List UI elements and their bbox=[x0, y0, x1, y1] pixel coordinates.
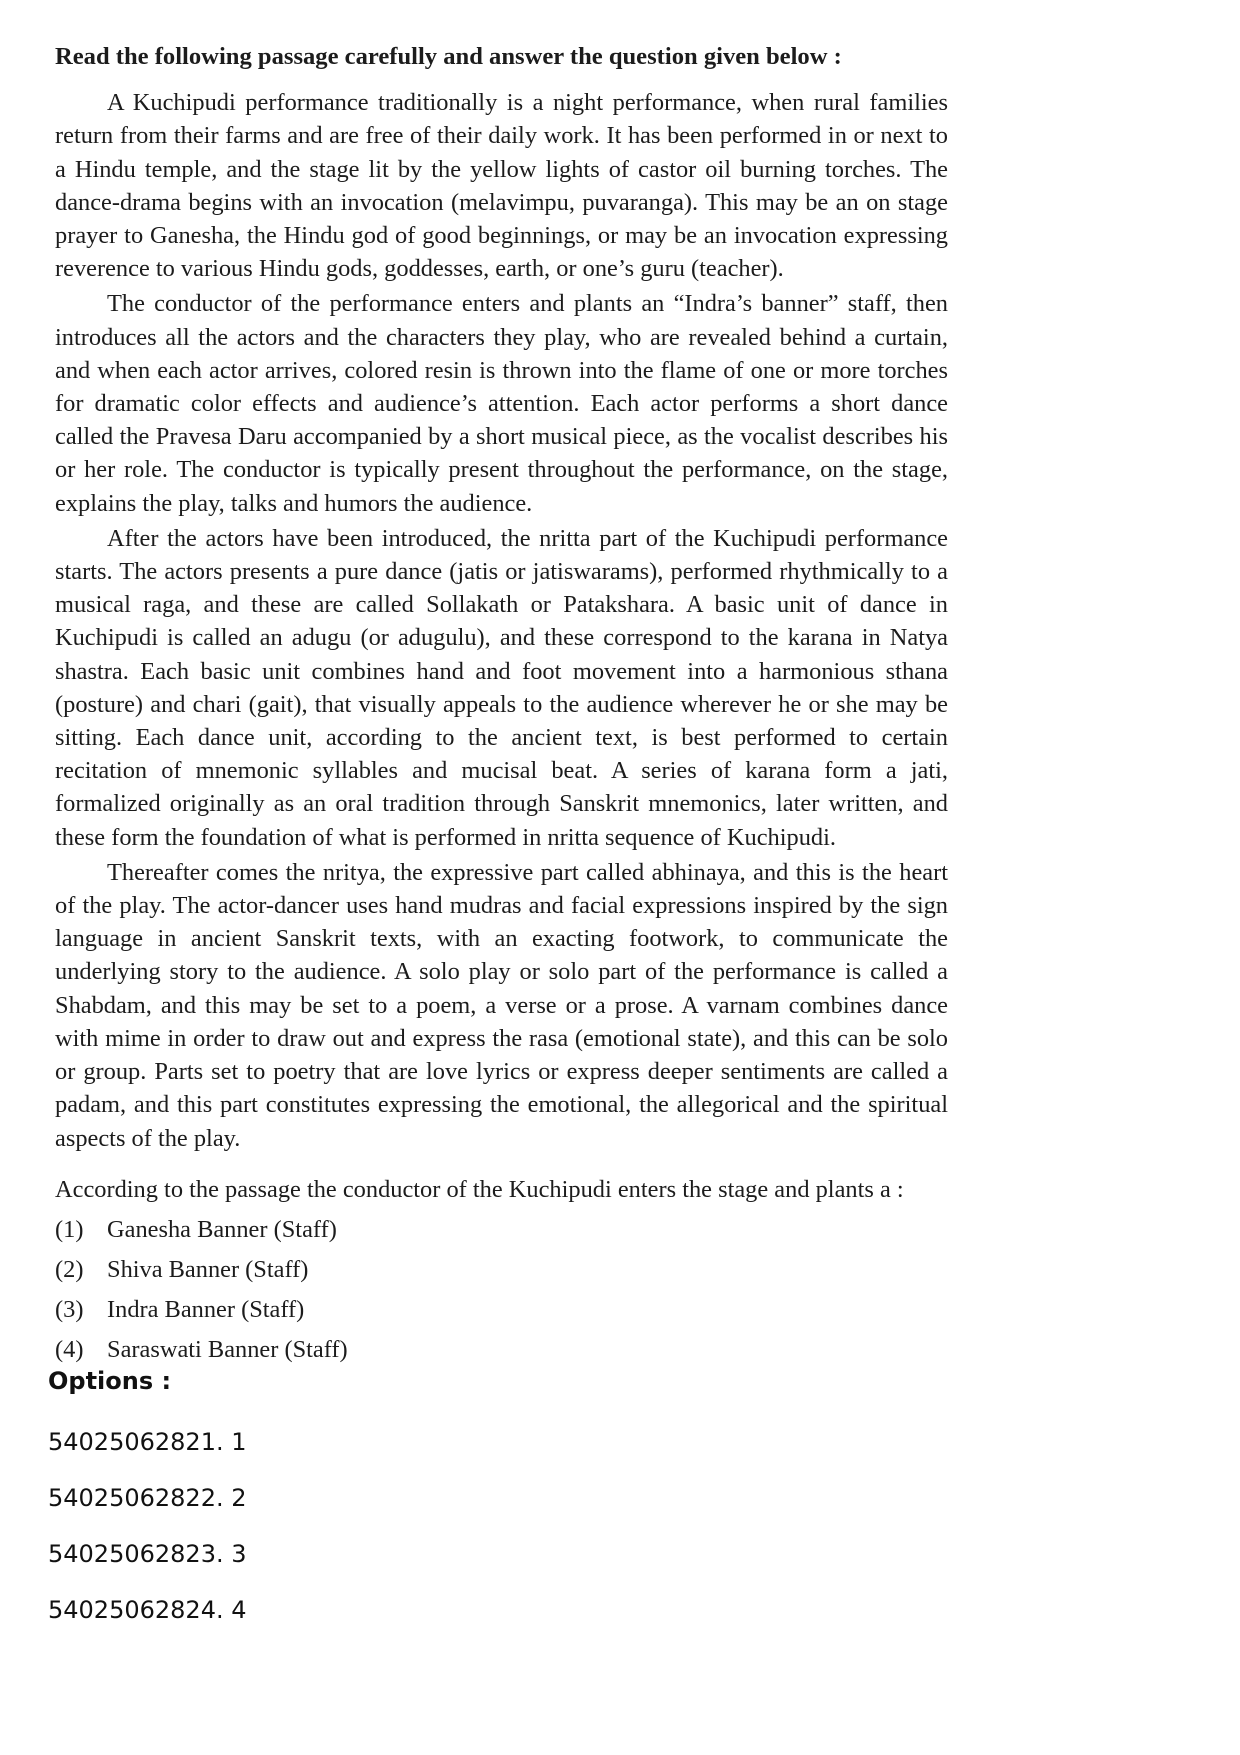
option-item-4[interactable]: 54025062824. 4 bbox=[48, 1596, 247, 1624]
choice-text: Indra Banner (Staff) bbox=[107, 1295, 305, 1323]
choice-text: Saraswati Banner (Staff) bbox=[107, 1335, 348, 1363]
choice-number: (3) bbox=[55, 1295, 84, 1323]
choice-number: (4) bbox=[55, 1335, 84, 1363]
passage-paragraph-1: A Kuchipudi performance traditionally is a night performance, when rural families return from their farms and are free of their daily work. It has been performed in or next to a Hindu temple, and the stage lit by the yellow lights of castor oil burning torches. The dance-drama begins with an invocation (melavimpu, puvaranga). This may be an on stage prayer to Ganesha, the Hindu god of good beginnings, or may be an invocation expressing reverence to various Hindu gods, goddesses, earth, or one’s guru (teacher). bbox=[55, 89, 948, 283]
option-item-2[interactable]: 54025062822. 2 bbox=[48, 1484, 247, 1512]
answer-choice-2 bbox=[55, 1253, 948, 1287]
options-label: Options : bbox=[48, 1367, 172, 1395]
question-text: According to the passage the conductor of the Kuchipudi enters the stage and plants a : bbox=[55, 1175, 904, 1203]
question-scan bbox=[48, 40, 948, 1373]
answer-choice-4 bbox=[55, 1333, 948, 1367]
answer-choice-3 bbox=[55, 1293, 948, 1327]
passage-paragraph-4: Thereafter comes the nritya, the expressive part called abhinaya, and this is the heart of the play. The actor-dancer uses hand mudras and facial expressions inspired by the sign language in ancient Sanskrit texts, with an exacting footwork, to communicate the underlying story to the audience. A solo play or solo part of the performance is called a Shabdam, and this may be set to a poem, a verse or a prose. A varnam combines dance with mime in order to draw out and express the rasa (emotional state), and this can be solo or group. Parts set to poetry that are love lyrics or express deeper sentiments are called a padam, and this part constitutes expressing the emotional, the allegorical and the spiritual aspects of the play. bbox=[55, 858, 948, 1152]
answer-choice-1 bbox=[55, 1213, 948, 1247]
option-item-3[interactable]: 54025062823. 3 bbox=[48, 1540, 247, 1568]
passage-paragraph-3: After the actors have been introduced, the nritta part of the Kuchipudi performance starts. The actors presents a pure dance (jatis or jatiswarams), performed rhythmically to a musical raga, and these are called Sollakath or Patakshara. A basic unit of dance in Kuchipudi is called an adugu (or adugulu), and these correspond to the karana in Natya shastra. Each basic unit combines hand and foot movement into a harmonious sthana (posture) and chari (gait), that visually appeals to the audience wherever he or she may be sitting. Each dance unit, according to the ancient text, is best performed to certain recitation of mnemonic syllables and mucisal beat. A series of karana form a jati, formalized originally as an oral tradition through Sanskrit mnemonics, later written, and these form the foundation of what is performed in nritta sequence of Kuchipudi. bbox=[55, 524, 948, 851]
choice-text: Shiva Banner (Staff) bbox=[107, 1255, 309, 1283]
passage-paragraph-2: The conductor of the performance enters and plants an “Indra’s banner” staff, then introduces all the actors and the characters they play, who are revealed behind a curtain, and when each actor arrives, colored resin is thrown into the flame of one or more torches for dramatic color effects and audience’s attention. Each actor performs a short dance called the Pravesa Daru accompanied by a short musical piece, as the vocalist describes his or her role. The conductor is typically present throughout the performance, on the stage, explains the play, talks and humors the audience. bbox=[55, 290, 948, 517]
options-section bbox=[48, 1367, 247, 1652]
choice-text: Ganesha Banner (Staff) bbox=[107, 1215, 337, 1243]
choice-number: (2) bbox=[55, 1255, 84, 1283]
passage-heading: Read the following passage carefully and answer the question given below : bbox=[55, 43, 842, 70]
choice-number: (1) bbox=[55, 1215, 84, 1243]
option-item-1[interactable]: 54025062821. 1 bbox=[48, 1428, 247, 1456]
